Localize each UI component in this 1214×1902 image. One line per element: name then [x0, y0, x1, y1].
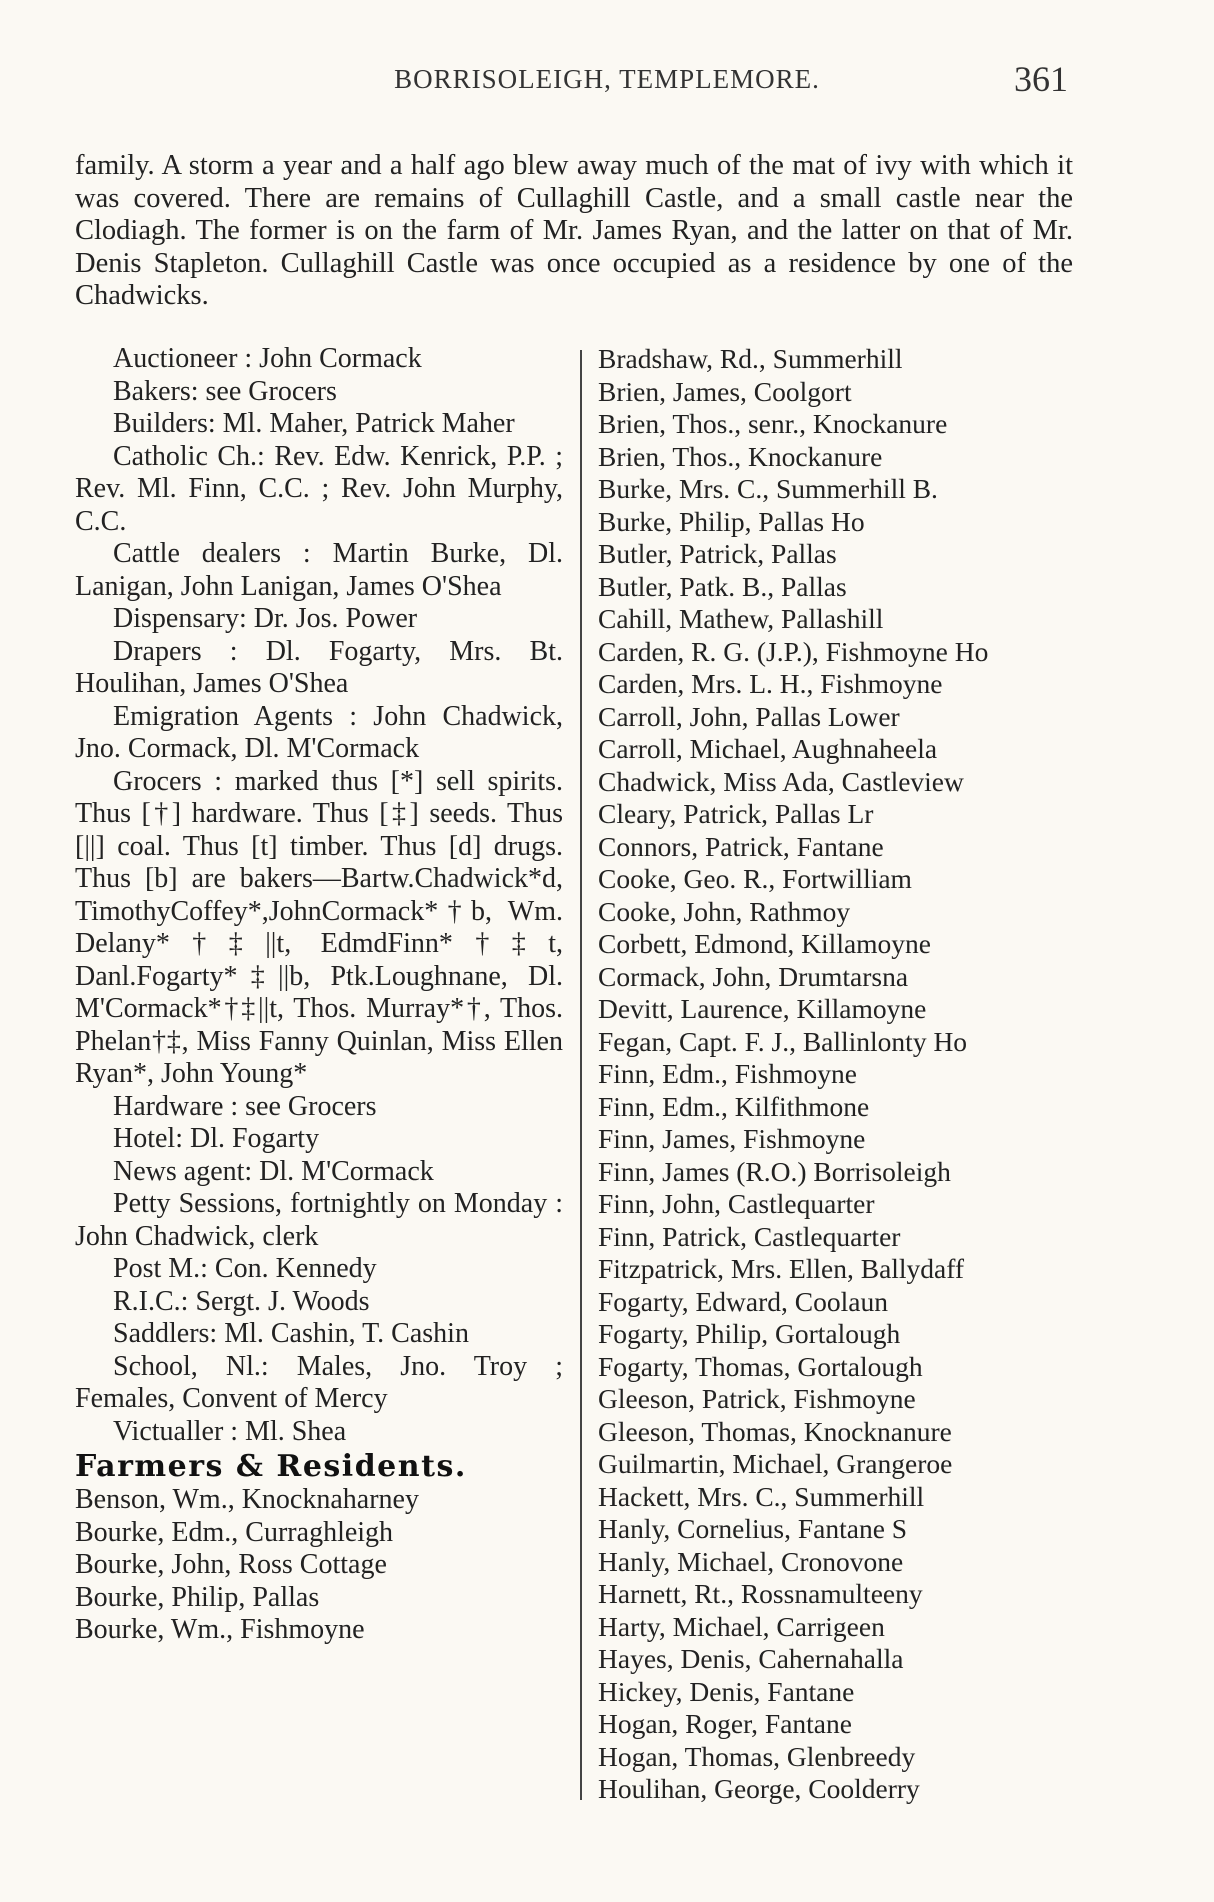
resident-entry: Harty, Michael, Carrigeen: [598, 1610, 885, 1642]
residents-list-right: [598, 343, 1098, 1806]
residents-list-left: [75, 1484, 563, 1647]
resident-entry: Carden, Mrs. L. H., Fishmoyne: [598, 668, 943, 699]
resident-entry: Chadwick, Miss Ada, Castleview: [598, 765, 964, 797]
resident-entry: Bradshaw, Rd., Summerhill: [598, 343, 903, 374]
trade-entry: Hotel: Dl. Fogarty: [113, 1123, 320, 1154]
trade-entry: Grocers : marked thus [*] sell spirits. Thus [†] hardware. Thus [‡] seeds. Thus [||] coal. Thus [t] timber. Thus [d] drugs. Thus [b] are bakers—Bartw.Chadwick*d, TimothyCoffey*,JohnCormack*†b, Wm. Delany*†‡||t, EdmdFinn*†‡t, Danl.Fogarty*‡||b, Ptk.Loughnane, Dl. M'Cormack*†‡||t, Thos. Murray*†, Thos. Phelan†‡, Miss Fanny Quinlan, Miss Ellen Ryan*, John Young*: [75, 765, 563, 1089]
resident-entry: Burke, Mrs. C., Summerhill B.: [598, 473, 938, 504]
trade-entry: Catholic Ch.: Rev. Edw. Kenrick, P.P. ; Rev. Ml. Finn, C.C. ; Rev. John Murphy, C.C.: [75, 440, 563, 537]
resident-entry: Benson, Wm., Knocknaharney: [75, 1484, 419, 1515]
trade-entry: Builders: Ml. Maher, Patrick Maher: [113, 408, 515, 439]
resident-entry: Hogan, Roger, Fantane: [598, 1708, 852, 1739]
resident-entry: Finn, Edm., Fishmoyne: [598, 1058, 857, 1089]
resident-entry: Bourke, John, Ross Cottage: [75, 1549, 387, 1580]
resident-entry: Hanly, Cornelius, Fantane S: [598, 1513, 908, 1544]
trade-entry: R.I.C.: Sergt. J. Woods: [113, 1285, 370, 1317]
resident-entry: Carroll, Michael, Aughnaheela: [598, 733, 938, 764]
resident-entry: Cahill, Mathew, Pallashill: [598, 603, 884, 634]
trade-entry: School, Nl.: Males, Jno. Troy ; Females, Convent of Mercy: [75, 1350, 563, 1414]
resident-entry: Butler, Patrick, Pallas: [598, 538, 837, 569]
section-heading: Farmers & Residents.: [75, 1449, 467, 1484]
page-number: 361: [1014, 59, 1068, 99]
resident-entry: Cooke, John, Rathmoy: [598, 895, 851, 927]
intro-text: family. A storm a year and a half ago blew away much of the mat of ivy with which it was covered. There are remains of Cullaghill Castle, and a small castle near the Clodiagh. The former is on the farm of Mr. James Ryan, and the latter on that of Mr. Denis Stapleton. Cullaghill Castle was once occupied as a residence by one of the Chadwicks.: [75, 150, 1073, 311]
resident-entry: Houlihan, George, Coolderry: [598, 1773, 920, 1804]
resident-entry: Fogarty, Edward, Coolaun: [598, 1285, 888, 1317]
trade-entry: Post M.: Con. Kennedy: [113, 1253, 377, 1284]
trade-entry: Emigration Agents : John Chadwick, Jno. Cormack, Dl. M'Cormack: [75, 700, 563, 764]
resident-entry: Gleeson, Patrick, Fishmoyne: [598, 1383, 916, 1414]
running-head: BORRISOLEIGH, TEMPLEMORE.: [394, 64, 820, 94]
right-column: [598, 343, 1098, 1806]
trade-entry: Bakers: see Grocers: [113, 375, 337, 407]
resident-entry: Hayes, Denis, Cahernahalla: [598, 1643, 904, 1674]
resident-entry: Brien, Thos., senr., Knockanure: [598, 408, 948, 439]
resident-entry: Fogarty, Thomas, Gortalough: [598, 1350, 923, 1382]
trade-entry: Dispensary: Dr. Jos. Power: [113, 603, 418, 634]
column-divider: [580, 350, 582, 1800]
resident-entry: Bourke, Philip, Pallas: [75, 1581, 320, 1613]
trade-entry: Hardware : see Grocers: [113, 1090, 377, 1122]
resident-entry: Bourke, Edm., Curraghleigh: [75, 1516, 394, 1548]
resident-entry: Finn, Edm., Kilfithmone: [598, 1090, 870, 1122]
resident-entry: Finn, James, Fishmoyne: [598, 1123, 866, 1154]
trades-list: [75, 343, 563, 1448]
resident-entry: Butler, Patk. B., Pallas: [598, 570, 847, 602]
resident-entry: Brien, Thos., Knockanure: [598, 440, 883, 472]
resident-entry: Connors, Patrick, Fantane: [598, 830, 884, 862]
resident-entry: Hogan, Thomas, Glenbreedy: [598, 1740, 916, 1772]
resident-entry: Devitt, Laurence, Killamoyne: [598, 993, 927, 1024]
resident-entry: Harnett, Rt., Rossnamulteeny: [598, 1578, 923, 1609]
resident-entry: Guilmartin, Michael, Grangeroe: [598, 1448, 953, 1479]
resident-entry: Fitzpatrick, Mrs. Ellen, Ballydaff: [598, 1253, 965, 1284]
trade-entry: News agent: Dl. M'Cormack: [113, 1155, 434, 1187]
trade-entry: Saddlers: Ml. Cashin, T. Cashin: [113, 1318, 469, 1349]
intro-paragraph: [75, 150, 1073, 313]
trade-entry: Victualler : Ml. Shea: [113, 1415, 347, 1447]
resident-entry: Carroll, John, Pallas Lower: [598, 700, 900, 732]
resident-entry: Corbett, Edmond, Killamoyne: [598, 928, 932, 959]
resident-entry: Brien, James, Coolgort: [598, 375, 852, 407]
resident-entry: Finn, James (R.O.) Borrisoleigh: [598, 1155, 951, 1187]
left-column: [75, 343, 563, 1647]
resident-entry: Gleeson, Thomas, Knocknanure: [598, 1415, 952, 1447]
resident-entry: Hanly, Michael, Cronovone: [598, 1545, 904, 1577]
resident-entry: Fogarty, Philip, Gortalough: [598, 1318, 901, 1349]
resident-entry: Carden, R. G. (J.P.), Fishmoyne Ho: [598, 635, 989, 667]
resident-entry: Cormack, John, Drumtarsna: [598, 960, 909, 992]
trade-entry: Petty Sessions, fortnightly on Monday : John Chadwick, clerk: [75, 1188, 563, 1252]
resident-entry: Cleary, Patrick, Pallas Lr: [598, 798, 874, 829]
resident-entry: Finn, John, Castlequarter: [598, 1188, 875, 1219]
resident-entry: Finn, Patrick, Castlequarter: [598, 1220, 901, 1252]
resident-entry: Bourke, Wm., Fishmoyne: [75, 1614, 365, 1645]
resident-entry: Burke, Philip, Pallas Ho: [598, 505, 865, 537]
trade-entry: Auctioneer : John Cormack: [113, 343, 422, 374]
trade-entry: Cattle dealers : Martin Burke, Dl. Lanigan, John Lanigan, James O'Shea: [75, 538, 563, 602]
resident-entry: Fegan, Capt. F. J., Ballinlonty Ho: [598, 1025, 968, 1057]
resident-entry: Cooke, Geo. R., Fortwilliam: [598, 863, 912, 894]
resident-entry: Hackett, Mrs. C., Summerhill: [598, 1480, 925, 1512]
resident-entry: Hickey, Denis, Fantane: [598, 1675, 855, 1707]
trade-entry: Drapers : Dl. Fogarty, Mrs. Bt. Houlihan, James O'Shea: [75, 635, 563, 699]
